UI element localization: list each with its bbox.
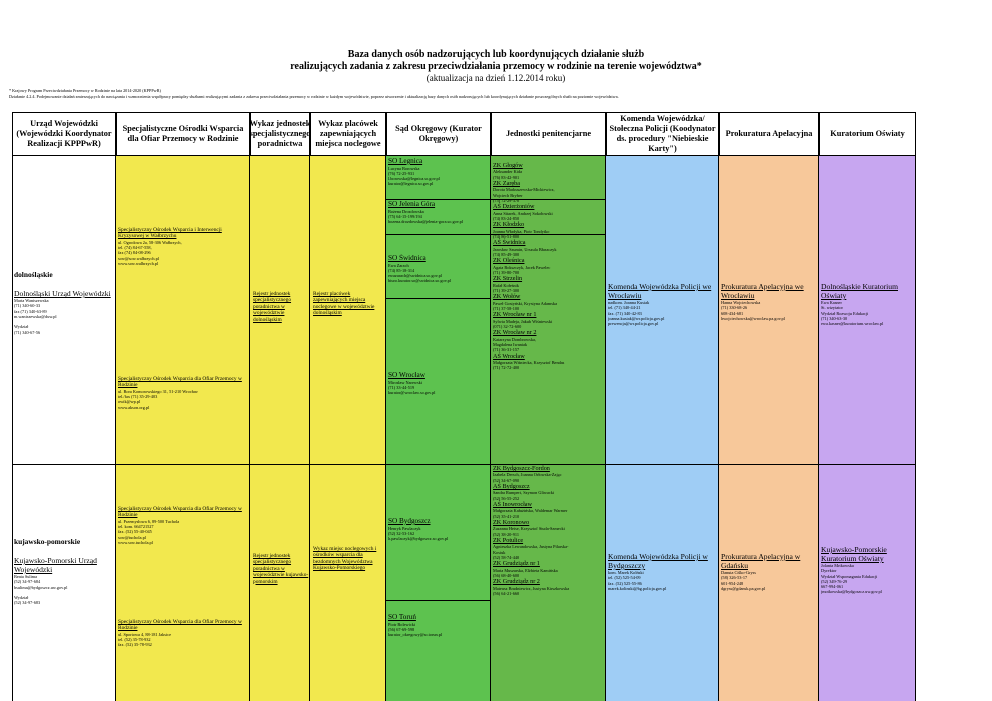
prison-unit-link[interactable]: ZK Koronowo: [493, 519, 530, 526]
contact-line: kurator@wroclaw.so.gov.pl: [388, 390, 436, 396]
contact-line: Wydział: [14, 324, 29, 330]
prison-contact-line: (74) 86-51-800: [493, 234, 520, 239]
contact-line: www.akson.org.pl: [118, 404, 150, 410]
contact-line: tel. (71) 340-44-21: [608, 305, 641, 311]
center-link[interactable]: Specjalistyczny Ośrodek Wsparcia dla Ofiar Przemocy w Rodzinie: [118, 376, 242, 389]
prison-unit-link[interactable]: ZK Grudziądz nr 1: [493, 560, 540, 568]
center-card: [118, 227, 248, 266]
update-date: (aktualizacja na dzień 1.12.2014 roku): [426, 73, 566, 83]
contact-line: 601-954-248: [721, 580, 744, 586]
contact-line: kurator@legnica.so.gov.pl: [388, 181, 434, 187]
prison-contact-line: Paweł Gostyński, Krystyna Adamska: [493, 300, 557, 306]
contact-line: dgryss@gdansk.pa.gov.pl: [721, 585, 766, 591]
contact-line: (71) 330-68-26: [721, 305, 748, 311]
prison-unit-link[interactable]: ZK Głogów: [493, 162, 523, 169]
court-divider: [386, 600, 491, 601]
contact-line: l.borowska@legnica.so.gov.pl: [388, 176, 440, 182]
contact-line: Danuta Ciško-Gryss: [721, 570, 756, 575]
contact-line: joanna.kusiak@wr.policja.gov.pl: [608, 315, 665, 321]
education-link[interactable]: Dolnośląskie Kuratorium Oświaty: [821, 282, 898, 300]
court-card: [388, 157, 490, 187]
contact-line: jmotkowska@bydgoszcz.uw.gov.pl: [821, 589, 882, 595]
header-prosecutor: Prokuratura Apelacyjna: [719, 112, 819, 156]
programs-registry: [253, 553, 309, 585]
contact-line: Piotr Bolewicki: [388, 621, 416, 627]
contact-line: fax (74) 84-08-296: [118, 250, 151, 256]
contact-line: Beata Sulima: [14, 574, 38, 579]
contact-line: Wydział Wspomagania Edukacji: [821, 573, 878, 579]
contact-line: (58) 326-53-17: [721, 575, 748, 581]
center-contact: [118, 240, 248, 266]
page-title: Baza danych osób nadzorujących lub koordynujących działanie służb: [347, 49, 645, 60]
contact-line: tel. (52) 35-78-932: [118, 637, 151, 643]
prison-list: [493, 162, 605, 464]
contact-line: Jolanta Mrtkowska: [821, 563, 854, 568]
prison-contact-line: Sylwia Madeja, Jakub Wiśniewski: [493, 318, 553, 324]
contact-line: bozena.drozdowska@jelenia-gora.so.gov.pl: [388, 219, 464, 225]
court-card: [388, 517, 490, 541]
contact-line: (71) 340-67-56: [14, 329, 41, 335]
prison-contact-line: (74) 83-24-850: [493, 216, 520, 221]
prison-unit-link[interactable]: AŚ Dzierżoniów: [493, 203, 535, 211]
prison-contact-line: Mateusz Brudniewicz, Justyna Kirszkowska: [493, 585, 570, 591]
contact-line: Wydział Rozwoju Edukacji: [821, 310, 869, 316]
court-link[interactable]: SO Jelenia Góra: [388, 200, 436, 208]
prison-unit-link[interactable]: AŚ Bydgoszcz: [493, 483, 530, 490]
region-name: [14, 270, 114, 335]
contact-line: Hanna Wojciechowska: [721, 300, 761, 305]
contact-line: (74) 85-18-314: [388, 267, 415, 273]
header-shelters: Wykaz placówek zapewniających miejsca noclegowe: [310, 112, 386, 156]
contact-line: tel. kom. 664721527: [118, 524, 154, 530]
contact-line: www.sow.walbrzych.pl: [118, 261, 159, 266]
prison-unit-link[interactable]: ZK Wrocław nr 2: [493, 329, 537, 337]
contact-line: Lucyna Borowska: [388, 165, 420, 171]
prison-contact-line: Jarosław Szumin, Urszula Błaszczyk: [493, 246, 557, 252]
contact-line: tel. (52) 525-54-09: [608, 575, 641, 581]
police-contact: [608, 300, 718, 326]
contact-line: hwojciechowska@wroclaw.pa.gov.pl: [721, 315, 785, 321]
contact-line: h.pawlaczyk@bydgoszcz.so.gov.pl: [388, 536, 449, 542]
prison-unit-link[interactable]: ZK Oleśnica: [493, 257, 525, 265]
contact-line: sow@tuchola.pl: [118, 534, 146, 540]
contact-line: fax. (52) 55-40-045: [118, 529, 152, 535]
center-contact: [118, 389, 248, 410]
contact-line: marek.kolinski@bg.policja.gov.pl: [608, 585, 667, 591]
prison-unit-link[interactable]: ZK Potulice: [493, 537, 524, 544]
prison-contact-line: Agnieszka Lewandowska, Justyna Pilarska-: [493, 544, 569, 550]
contact-line: (71) 33-44-519: [388, 384, 415, 390]
center-link[interactable]: Specjalistyczny Ośrodek Wsparcia i Interwencji Kryzysowej w Wałbrzychu: [118, 227, 222, 240]
contact-line: owik@wp.pl: [118, 399, 141, 405]
contact-line: tel./fax (71) 35-29-403: [118, 394, 158, 400]
prison-contact-line: Kosiuk: [493, 549, 506, 555]
prison-list: [493, 465, 605, 701]
police-link[interactable]: Komenda Wojewódzka Policji we Wrocławiu: [608, 282, 712, 300]
prison-contact-line: (52) 34-67-090: [493, 477, 520, 483]
prison-contact-line: (71) 72-72-400: [493, 365, 520, 371]
prison-contact-line: (52) 56-55-252: [493, 495, 520, 501]
police-link[interactable]: Komenda Wojewódzka Policji w Bydgoszczy: [608, 552, 708, 570]
prison-contact-line: (71) 39-80-700: [493, 270, 520, 275]
shelters-registry: [313, 546, 385, 572]
prosecutor-card: [721, 552, 819, 591]
prison-unit-link[interactable]: ZK Grudziądz nr 2: [493, 578, 540, 586]
education-contact: [821, 563, 915, 595]
contact-line: prewencja@wr.policja.gov.pl: [608, 321, 659, 327]
court-contact: [388, 209, 490, 225]
col-programs-bg: [250, 156, 310, 701]
contact-line: ewa.kasner@kuratorium.wroclaw.pl: [821, 321, 884, 327]
prison-contact-line: (71) 39-27-300: [493, 288, 520, 293]
court-link[interactable]: SO Wrocław: [388, 371, 425, 379]
prison-contact-line: Wojciech Bryłrer: [493, 192, 523, 198]
court-card: [388, 371, 490, 395]
col-prosecutor-bg: [719, 156, 819, 701]
page-title-line2: realizujących zadania z zakresu przeciwdziałania przemocy w rodzinie na terenie województwa*: [290, 61, 702, 72]
prosecutor-card: [721, 282, 819, 321]
voivode-contact: [14, 574, 114, 606]
prison-contact-line: (71) 37-58-100: [493, 306, 520, 311]
col-voivode: [12, 112, 116, 701]
contact-line: Henryk Pawlaczyk: [388, 525, 421, 531]
header-prison: Jednostki penitencjarne: [491, 112, 606, 156]
contact-line: (52) 32-53-162: [388, 530, 415, 536]
center-link[interactable]: Specjalistyczny Ośrodek Wsparcia dla Ofiar Przemocy w Rodzinie: [118, 506, 242, 519]
prosecutor-link[interactable]: Prokuratura Apelacyjna we Wrocławiu: [721, 282, 804, 300]
contact-line: ewazarach@swidnica.so.gov.pl: [388, 273, 442, 279]
contact-line: Wydział: [14, 595, 29, 601]
contact-line: fax (71) 340-63-89: [14, 308, 47, 314]
prison-unit-link[interactable]: ZK Bydgoszcz-Fordon: [493, 465, 550, 472]
prison-contact-line: Agata Bokszczyk, Jacek Pawelec: [493, 264, 551, 270]
center-contact: [118, 519, 248, 545]
prison-contact-line: (71) 36-31-157: [493, 347, 520, 353]
prison-contact-line: Małgorzata Kałużińska, Waldemar Warmer: [493, 508, 568, 514]
education-card: [821, 282, 915, 326]
contact-line: sow@sow.walbrzych.pl: [118, 255, 159, 261]
court-contact: [388, 380, 490, 396]
prison-contact-line: (52) 38-20-911: [493, 531, 519, 537]
programs-link[interactable]: Rejestr jednostek specjalistycznego poradnictwa w województwie dolnośląskim: [253, 291, 292, 323]
prison-unit-link[interactable]: AŚ Świdnica: [493, 239, 526, 247]
shelters-link[interactable]: Wykaz miejsc noclegowych i ośrodków wsparcia dla bezdomnych Województwa Kujawsko-Pomorskiego: [313, 546, 377, 572]
prison-contact-line: Rafał Kołeśnik: [493, 282, 519, 288]
court-link[interactable]: SO Legnica: [388, 157, 423, 165]
contact-line: fax. (52) 35-78-932: [118, 642, 152, 648]
education-link[interactable]: Kujawsko-Pomorskie Kuratorium Oświaty: [821, 545, 887, 563]
court-contact: [388, 526, 490, 542]
police-card: [608, 552, 718, 591]
prison-contact-line: (75) 72-29-370: [493, 198, 520, 203]
header-centers: Specjalistyczne Ośrodki Wsparcia dla Ofiar Przemocy w Rodzinie: [116, 112, 250, 156]
prison-contact-line: Katarzyna Dombrowska,: [493, 336, 536, 342]
court-contact: [388, 166, 490, 187]
contact-line: Bożena Drozdowska: [388, 208, 424, 214]
contact-line: kom. Marek Kolński: [608, 570, 644, 575]
contact-line: ul. Sportowa 4, 88-181 Jaksice: [118, 631, 171, 637]
court-card: [388, 200, 490, 224]
contact-line: biuro.kurator.so@swidnica.so.gov.pl: [388, 278, 451, 284]
education-card: [821, 545, 915, 595]
voivode-contact: [14, 298, 114, 335]
court-link[interactable]: SO Świdnica: [388, 254, 426, 262]
contact-line: (75) 64-15-199/194: [388, 213, 422, 219]
contact-line: fax. (52) 525-55-86: [608, 580, 642, 586]
prison-unit-link[interactable]: ZK Zaręba: [493, 180, 520, 187]
prison-contact-line: Dorota Markuszewska-Mickiewicz,: [493, 187, 555, 193]
prison-contact-line: Aleksander Kida: [493, 169, 522, 175]
contact-line: Ewa Kasner: [821, 300, 842, 305]
prison-contact-line: Małgorzata Wiśniecka, Krzysztof Bendas: [493, 360, 565, 365]
prosecutor-contact: [721, 300, 819, 321]
center-card: [118, 506, 248, 545]
region-title: dolnośląskie: [14, 270, 53, 279]
court-card: [388, 254, 490, 284]
contact-line: (52) 349-76-29: [821, 578, 848, 584]
center-card: [118, 619, 248, 648]
prison-unit-link[interactable]: ZK Kłodzko: [493, 221, 525, 229]
contact-line: ul. Ogrodowa 2a, 58-306 Wałbrzych,: [118, 239, 182, 245]
header-programs: Wykaz jednostek specjalistycznego poradnictwa: [250, 112, 310, 156]
prison-unit-link[interactable]: ZK Wrocław nr 1: [493, 311, 537, 319]
contact-line: www.sow.tuchola.pl: [118, 540, 153, 545]
prison-contact-line: Zuzanna Heise, Krzysztof Studa-Szmecki: [493, 526, 565, 532]
prison-contact-line: Maria Muszarska, Elżbieta Kamińska: [493, 567, 558, 573]
col-shelters-bg: [310, 156, 386, 701]
prison-unit-link[interactable]: ZK Wołów: [493, 293, 521, 301]
contact-line: (76) 72-25-931: [388, 170, 415, 176]
voivode-office-link[interactable]: Dolnośląski Urząd Wojewódzki: [14, 289, 111, 298]
contact-line: (71) 340-63-30: [821, 315, 848, 321]
contact-line: St. wizytator: [821, 305, 843, 311]
court-contact: [388, 622, 490, 638]
contact-line: bsulima@bydgoszcz.uw.gov.pl: [14, 584, 68, 590]
voivode-office-link[interactable]: Kujawsko-Pomorski Urząd Wojewódzki: [14, 556, 97, 574]
prison-unit-link[interactable]: ZK Strzelin: [493, 275, 523, 283]
contact-line: ul. Bora Komorowskiego 31, 51-210 Wrocław: [118, 388, 198, 394]
prison-unit-link[interactable]: AŚ Inowrocław: [493, 501, 533, 508]
footnote: * Krajowy Program Przeciwdziałania Przemocy w Rodzinie na lata 2014-2020 (KPPPwR): [9, 88, 161, 93]
contact-line: nadkom. Joanna Kusiak: [608, 300, 650, 305]
shelters-registry: [313, 291, 385, 317]
contact-line: kurator_okregowy@so.torun.pl: [388, 632, 443, 638]
contact-line: (56) 67-69-598: [388, 626, 415, 632]
court-divider: [386, 298, 491, 299]
shelters-link[interactable]: Rejestr placówek zapewniających miejsca noclegowe w województwie dolnośląskim: [313, 291, 375, 317]
center-card: [118, 376, 248, 410]
programs-registry: [253, 291, 309, 323]
header-police: Komenda Wojewódzka/ Stołeczna Policji (Koodynator ds. procedury "Niebieskie Karty"): [606, 112, 719, 156]
header-voivode: Urząd Wojewódzki (Wojewódzki Koordynator Realizacji KPPPwR): [12, 112, 116, 156]
region-name: [14, 537, 114, 606]
region-title: kujawsko-pomorskie: [14, 537, 81, 546]
footnote-action: Działanie 4.2.4. Podejmowanie działań zmierzających do nawiązania i wzmocnienia współpracy pomiędzy służbami realizującymi zadania z zakresu przeciwdziałania przemocy w rodzinie w każdym województwie, poprzez utworzenie i aktualizację bazy danych osób nadzorujących lub koordynujących działanie poszczególnych służb na poziomie województwa.: [9, 94, 619, 99]
prison-contact-line: (52) 35-41-210: [493, 513, 520, 519]
row-divider: [12, 464, 916, 465]
prosecutor-contact: [721, 570, 819, 591]
contact-line: (52) 34-97-683: [14, 600, 41, 606]
prison-contact-line: Sandra Rumpert, Szymon Gliwacki: [493, 490, 555, 496]
contact-line: fax. (71) 340-42-83: [608, 310, 642, 316]
police-contact: [608, 570, 718, 591]
header-education: Kuratorium Oświaty: [819, 112, 916, 156]
contact-line: Marta Waniszewska: [14, 298, 49, 303]
center-link[interactable]: Specjalistyczny Ośrodek Wsparcia dla Ofiar Przemocy w Rodzinie: [118, 619, 242, 632]
prison-contact-line: (76) 83-42-901: [493, 174, 520, 180]
contact-line: (71) 340-60-33: [14, 303, 41, 309]
contact-line: Dyrektor: [821, 568, 837, 574]
contact-line: ul. Przemysłowa 6, 89-500 Tuchola: [118, 518, 180, 524]
header-court: Sąd Okręgowy (Kurator Okręgowy): [386, 112, 491, 156]
center-contact: [118, 632, 248, 648]
court-contact: [388, 263, 490, 284]
education-contact: [821, 300, 915, 326]
col-police-bg: [606, 156, 719, 701]
prison-contact-line: Magdalena Iwaniak: [493, 342, 528, 347]
court-link[interactable]: SO Toruń: [388, 613, 416, 621]
police-card: [608, 282, 718, 326]
prison-contact-line: Joanna Władyka, Piotr Tondytko: [493, 228, 550, 234]
contact-line: m.waniszewska@duw.pl: [14, 313, 57, 319]
contact-line: 608-434-681: [721, 310, 744, 316]
contact-line: Ewa Zarach: [388, 262, 409, 268]
prison-contact-line: (56) 68-40-600: [493, 573, 520, 578]
prison-unit-link[interactable]: AŚ Wrocław: [493, 352, 525, 360]
contact-line: tel. (74) 84-67-558,: [118, 245, 152, 251]
prison-contact-line: (071) 32-72-600: [493, 324, 522, 329]
col-education-bg: [819, 156, 916, 701]
prison-contact-line: Anna Sitarek, Andrzej Sokołowski: [493, 210, 553, 216]
prison-contact-line: (56) 64-21-660: [493, 591, 520, 596]
prison-contact-line: (74) 85-49-300: [493, 252, 520, 257]
court-link[interactable]: SO Bydgoszcz: [388, 517, 431, 525]
prison-contact-line: (52) 58-74-440: [493, 555, 520, 560]
contact-line: 667-994-061: [821, 584, 844, 590]
programs-link[interactable]: Rejestr jednostek specjalistycznego poradnictwa w województwie kujawsko-pomorskim: [253, 553, 309, 585]
contact-line: (52) 34-97-684: [14, 579, 41, 585]
contact-line: Mirosław Narewski: [388, 379, 423, 385]
court-card: [388, 613, 490, 637]
prison-contact-line: Izabela Dersch, Joanna Orłowska-Zając: [493, 472, 562, 478]
prosecutor-link[interactable]: Prokuratura Apelacyjna w Gdańsku: [721, 552, 801, 570]
